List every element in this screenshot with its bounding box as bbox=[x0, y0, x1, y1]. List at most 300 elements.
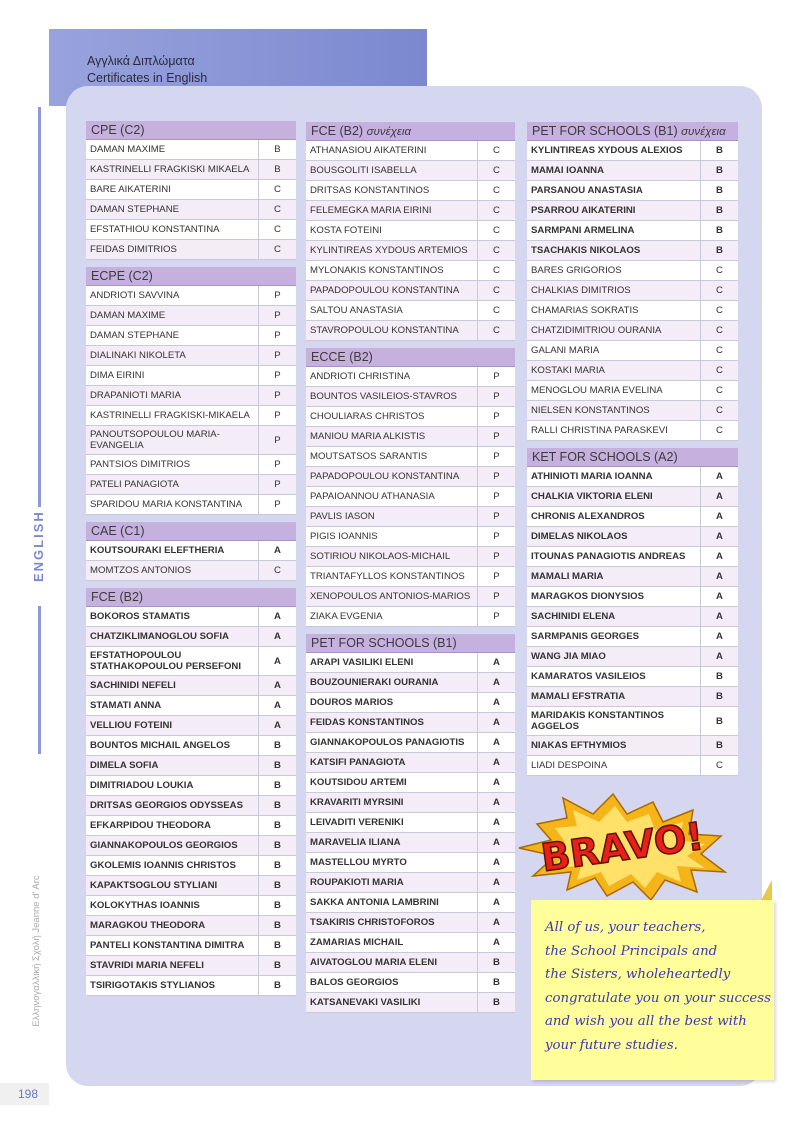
student-name: GKOLEMIS IOANNIS CHRISTOS bbox=[90, 860, 236, 871]
certificate-section bbox=[306, 348, 515, 627]
student-row bbox=[527, 321, 738, 341]
certificate-section bbox=[86, 588, 296, 996]
student-row bbox=[527, 587, 738, 607]
student-grade: C bbox=[700, 381, 738, 400]
student-grade: B bbox=[700, 161, 738, 180]
student-grade: C bbox=[477, 201, 515, 220]
section-title bbox=[86, 121, 296, 140]
student-grade: C bbox=[477, 301, 515, 320]
note-line: All of us, your teachers, bbox=[545, 920, 706, 935]
section-title bbox=[306, 348, 515, 367]
student-row bbox=[306, 893, 515, 913]
student-grade: P bbox=[258, 406, 296, 425]
student-name: KATSIFI PANAGIOTA bbox=[310, 757, 406, 768]
student-row bbox=[86, 836, 296, 856]
student-name: STAVRIDI MARIA NEFELI bbox=[90, 960, 204, 971]
student-row bbox=[86, 736, 296, 756]
student-name: SAKKA ANTONIA LAMBRINI bbox=[310, 897, 439, 908]
school-name-vertical: Ελληνογαλλική Σχολή Jeanne d' Arc bbox=[31, 875, 42, 1027]
student-name: CHOULIARAS CHRISTOS bbox=[310, 411, 425, 422]
student-row bbox=[306, 673, 515, 693]
student-row bbox=[306, 547, 515, 567]
student-grade: A bbox=[258, 627, 296, 646]
student-name: KAMARATOS VASILEIOS bbox=[531, 671, 646, 682]
header-title-english: Certificates in English bbox=[87, 71, 208, 85]
student-grade: C bbox=[258, 561, 296, 580]
student-grade: C bbox=[477, 181, 515, 200]
student-name: CHATZIKLIMANOGLOU SOFIA bbox=[90, 631, 229, 642]
bravo-burst-graphic bbox=[515, 792, 730, 902]
student-name: LEIVADITI VERENIKI bbox=[310, 817, 404, 828]
student-grade: B bbox=[700, 241, 738, 260]
student-name: EFKARPIDOU THEODORA bbox=[90, 820, 211, 831]
student-name: PIGIS IOANNIS bbox=[310, 531, 378, 542]
student-name: ZIAKA EVGENIA bbox=[310, 611, 383, 622]
student-row bbox=[306, 567, 515, 587]
student-name: DIMELA SOFIA bbox=[90, 760, 159, 771]
student-name: ATHINIOTI MARIA IOANNA bbox=[531, 471, 653, 482]
student-grade: B bbox=[700, 201, 738, 220]
student-name: FELEMEGKA MARIA EIRINI bbox=[310, 205, 432, 216]
student-row bbox=[86, 180, 296, 200]
student-row bbox=[306, 367, 515, 387]
student-grade: C bbox=[700, 756, 738, 775]
student-row bbox=[527, 736, 738, 756]
student-name: VELLIOU FOTEINI bbox=[90, 720, 173, 731]
student-name: MAMALI EFSTRATIA bbox=[531, 691, 626, 702]
student-name: PAPAIOANNOU ATHANASIA bbox=[310, 491, 435, 502]
student-name: DIALINAKI NIKOLETA bbox=[90, 350, 186, 361]
student-name: DAMAN MAXIME bbox=[90, 310, 166, 321]
student-name: SOTIRIOU NIKOLAOS-MICHAIL bbox=[310, 551, 451, 562]
student-name: KASTRINELLI FRAGKISKI-MIKAELA bbox=[90, 410, 250, 421]
student-row bbox=[527, 161, 738, 181]
student-row bbox=[527, 667, 738, 687]
student-grade: A bbox=[477, 853, 515, 872]
student-name: KYLINTIREAS XYDOUS ARTEMIOS bbox=[310, 245, 468, 256]
student-grade: B bbox=[700, 707, 738, 735]
student-row bbox=[527, 647, 738, 667]
student-row bbox=[86, 366, 296, 386]
student-row bbox=[306, 467, 515, 487]
section-title bbox=[527, 448, 738, 467]
note-line: the Sisters, wholeheartedly bbox=[545, 967, 731, 983]
section-title-text: CAE (C1) bbox=[91, 524, 145, 538]
student-row bbox=[306, 913, 515, 933]
student-grade: B bbox=[700, 736, 738, 755]
student-grade: A bbox=[700, 527, 738, 546]
student-grade: B bbox=[700, 221, 738, 240]
student-name: FEIDAS KONSTANTINOS bbox=[310, 717, 424, 728]
student-name: BOKOROS STAMATIS bbox=[90, 611, 190, 622]
student-name: MYLONAKIS KONSTANTINOS bbox=[310, 265, 444, 276]
student-row bbox=[306, 833, 515, 853]
student-grade: A bbox=[477, 813, 515, 832]
student-grade: C bbox=[700, 361, 738, 380]
student-row bbox=[306, 693, 515, 713]
student-row bbox=[527, 261, 738, 281]
section-title-text: PET FOR SCHOOLS (B1) bbox=[311, 636, 457, 650]
student-row bbox=[527, 487, 738, 507]
student-row bbox=[527, 507, 738, 527]
student-row bbox=[86, 976, 296, 996]
student-row bbox=[86, 286, 296, 306]
student-list bbox=[86, 541, 296, 581]
section-title-text: ECCE (B2) bbox=[311, 350, 373, 364]
student-row bbox=[527, 756, 738, 776]
column-1 bbox=[86, 121, 296, 1003]
student-row bbox=[306, 813, 515, 833]
student-grade: P bbox=[258, 366, 296, 385]
student-name: DOUROS MARIOS bbox=[310, 697, 394, 708]
student-grade: A bbox=[477, 733, 515, 752]
student-name: PAVLIS IASON bbox=[310, 511, 375, 522]
student-list bbox=[306, 653, 515, 1013]
student-name: AIVATOGLOU MARIA ELENI bbox=[310, 957, 438, 968]
student-grade: A bbox=[258, 541, 296, 560]
student-grade: A bbox=[477, 933, 515, 952]
student-row bbox=[527, 181, 738, 201]
student-grade: P bbox=[258, 455, 296, 474]
student-row bbox=[86, 495, 296, 515]
student-name: BARES GRIGORIOS bbox=[531, 265, 622, 276]
student-name: KASTRINELLI FRAGKISKI MIKAELA bbox=[90, 164, 250, 175]
student-grade: A bbox=[477, 693, 515, 712]
student-grade: B bbox=[258, 756, 296, 775]
student-grade: C bbox=[258, 240, 296, 259]
student-row bbox=[86, 916, 296, 936]
student-grade: P bbox=[258, 346, 296, 365]
header-title-greek: Αγγλικά Διπλώματα bbox=[87, 54, 195, 68]
student-grade: P bbox=[477, 507, 515, 526]
student-name: CHALKIA VIKTORIA ELENI bbox=[531, 491, 653, 502]
student-row bbox=[527, 627, 738, 647]
student-row bbox=[527, 527, 738, 547]
sidebar-divider-top bbox=[38, 107, 41, 507]
student-name: MOUTSATSOS SARANTIS bbox=[310, 451, 428, 462]
student-name: DIMELAS NIKOLAOS bbox=[531, 531, 628, 542]
student-name: ITOUNAS PANAGIOTIS ANDREAS bbox=[531, 551, 686, 562]
student-grade: C bbox=[477, 221, 515, 240]
section-title-text: FCE (B2) bbox=[311, 124, 364, 138]
student-row bbox=[306, 427, 515, 447]
student-grade: P bbox=[258, 306, 296, 325]
student-row bbox=[306, 221, 515, 241]
student-grade: C bbox=[700, 301, 738, 320]
student-name: PAPADOPOULOU KONSTANTINA bbox=[310, 471, 460, 482]
student-row bbox=[306, 321, 515, 341]
student-name: BARE AIKATERINI bbox=[90, 184, 171, 195]
student-row bbox=[306, 181, 515, 201]
student-grade: A bbox=[258, 647, 296, 675]
student-row bbox=[306, 853, 515, 873]
student-name: MANIOU MARIA ALKISTIS bbox=[310, 431, 426, 442]
student-grade: P bbox=[477, 607, 515, 626]
certificate-section bbox=[306, 122, 515, 341]
student-name: MAMAI IOANNA bbox=[531, 165, 605, 176]
student-name: PATELI PANAGIOTA bbox=[90, 479, 179, 490]
student-grade: A bbox=[700, 567, 738, 586]
student-row bbox=[306, 201, 515, 221]
student-list bbox=[306, 367, 515, 627]
student-grade: B bbox=[258, 916, 296, 935]
student-grade: A bbox=[700, 547, 738, 566]
student-name: CHAMARIAS SOKRATIS bbox=[531, 305, 639, 316]
student-row bbox=[86, 756, 296, 776]
section-title bbox=[306, 122, 515, 141]
student-row bbox=[527, 687, 738, 707]
student-grade: P bbox=[258, 495, 296, 514]
student-name: ARAPI VASILIKI ELENI bbox=[310, 657, 414, 668]
student-grade: C bbox=[700, 321, 738, 340]
certificate-section bbox=[527, 448, 738, 776]
student-row bbox=[86, 876, 296, 896]
student-name: KOUTSOURAKI ELEFTHERIA bbox=[90, 545, 225, 556]
student-grade: A bbox=[258, 676, 296, 695]
student-name: TSAKIRIS CHRISTOFOROS bbox=[310, 917, 435, 928]
student-name: LIADI DESPOINA bbox=[531, 760, 608, 771]
student-grade: P bbox=[477, 467, 515, 486]
student-grade: B bbox=[700, 687, 738, 706]
column-3 bbox=[527, 122, 738, 783]
student-grade: A bbox=[477, 833, 515, 852]
student-row bbox=[306, 607, 515, 627]
student-row bbox=[306, 973, 515, 993]
section-title bbox=[86, 522, 296, 541]
student-name: FEIDAS DIMITRIOS bbox=[90, 244, 177, 255]
student-row bbox=[306, 587, 515, 607]
student-row bbox=[306, 953, 515, 973]
student-name: GALANI MARIA bbox=[531, 345, 600, 356]
student-row bbox=[527, 221, 738, 241]
section-title bbox=[86, 267, 296, 286]
student-grade: P bbox=[477, 547, 515, 566]
student-grade: C bbox=[477, 141, 515, 160]
student-row bbox=[86, 647, 296, 676]
student-row bbox=[527, 707, 738, 736]
student-name: BOUNTOS VASILEIOS-STAVROS bbox=[310, 391, 457, 402]
student-row bbox=[527, 401, 738, 421]
certificate-section bbox=[86, 121, 296, 260]
student-name: MARIDAKIS KONSTANTINOS AGGELOS bbox=[531, 710, 665, 732]
student-row bbox=[86, 220, 296, 240]
student-name: ROUPAKIOTI MARIA bbox=[310, 877, 404, 888]
student-list bbox=[86, 286, 296, 515]
student-grade: C bbox=[477, 161, 515, 180]
student-row bbox=[86, 386, 296, 406]
certificate-section bbox=[306, 634, 515, 1013]
student-grade: A bbox=[700, 647, 738, 666]
student-row bbox=[86, 200, 296, 220]
student-name: MARAGKOS DIONYSIOS bbox=[531, 591, 645, 602]
student-grade: C bbox=[700, 341, 738, 360]
student-grade: P bbox=[477, 527, 515, 546]
student-grade: P bbox=[477, 487, 515, 506]
student-grade: P bbox=[258, 475, 296, 494]
column-2 bbox=[306, 122, 515, 1020]
student-grade: P bbox=[477, 387, 515, 406]
student-name: PANTSIOS DIMITRIOS bbox=[90, 459, 191, 470]
student-row bbox=[306, 141, 515, 161]
student-row bbox=[306, 241, 515, 261]
student-name: TSACHAKIS NIKOLAOS bbox=[531, 245, 641, 256]
student-grade: A bbox=[477, 713, 515, 732]
student-grade: B bbox=[258, 856, 296, 875]
student-grade: B bbox=[258, 876, 296, 895]
student-grade: P bbox=[258, 426, 296, 454]
student-name: PSARROU AIKATERINI bbox=[531, 205, 636, 216]
student-grade: C bbox=[258, 220, 296, 239]
student-name: TSIRIGOTAKIS STYLIANOS bbox=[90, 980, 216, 991]
student-grade: A bbox=[700, 487, 738, 506]
sidebar-section-label: ENGLISH bbox=[31, 510, 46, 582]
student-name: STAMATI ANNA bbox=[90, 700, 162, 711]
student-row bbox=[86, 306, 296, 326]
student-name: KOLOKYTHAS IOANNIS bbox=[90, 900, 200, 911]
student-row bbox=[306, 407, 515, 427]
student-row bbox=[527, 241, 738, 261]
student-name: SARMPANI ARMELINA bbox=[531, 225, 635, 236]
student-row bbox=[306, 873, 515, 893]
student-grade: B bbox=[700, 141, 738, 160]
section-title-text: FCE (B2) bbox=[91, 590, 144, 604]
student-grade: P bbox=[477, 427, 515, 446]
student-row bbox=[86, 936, 296, 956]
student-grade: A bbox=[477, 673, 515, 692]
student-row bbox=[527, 361, 738, 381]
student-row bbox=[86, 896, 296, 916]
section-title bbox=[527, 122, 738, 141]
student-name: GIANNAKOPOULOS PANAGIOTIS bbox=[310, 737, 465, 748]
student-grade: P bbox=[477, 367, 515, 386]
section-continued-label: συνέχεια bbox=[681, 126, 726, 138]
student-grade: C bbox=[700, 281, 738, 300]
student-grade: A bbox=[477, 913, 515, 932]
student-name: BOUSGOLITI ISABELLA bbox=[310, 165, 417, 176]
student-row bbox=[527, 141, 738, 161]
student-name: STAVROPOULOU KONSTANTINA bbox=[310, 325, 459, 336]
student-row bbox=[86, 240, 296, 260]
student-name: EFSTATHOPOULOU STATHAKOPOULOU PERSEFONI bbox=[90, 650, 242, 672]
student-name: MARAVELIA ILIANA bbox=[310, 837, 401, 848]
student-grade: P bbox=[477, 407, 515, 426]
student-name: TRIANTAFYLLOS KONSTANTINOS bbox=[310, 571, 465, 582]
student-row bbox=[306, 733, 515, 753]
student-grade: A bbox=[700, 627, 738, 646]
student-grade: A bbox=[700, 587, 738, 606]
student-grade: A bbox=[477, 753, 515, 772]
student-name: DAMAN MAXIME bbox=[90, 144, 166, 155]
student-grade: B bbox=[258, 796, 296, 815]
student-row bbox=[86, 796, 296, 816]
student-name: MASTELLOU MYRTO bbox=[310, 857, 407, 868]
note-line: and wish you all the best with bbox=[545, 1014, 747, 1030]
student-name: KOUTSIDOU ARTEMI bbox=[310, 777, 407, 788]
student-name: BOUZOUNIERAKI OURANIA bbox=[310, 677, 439, 688]
student-row bbox=[527, 421, 738, 441]
student-name: DRITSAS KONSTANTINOS bbox=[310, 185, 430, 196]
student-grade: B bbox=[477, 993, 515, 1012]
student-grade: A bbox=[477, 653, 515, 672]
student-grade: A bbox=[477, 793, 515, 812]
student-row bbox=[527, 281, 738, 301]
student-list bbox=[306, 141, 515, 341]
student-grade: C bbox=[477, 321, 515, 340]
student-row bbox=[86, 627, 296, 647]
student-grade: C bbox=[700, 401, 738, 420]
student-row bbox=[527, 467, 738, 487]
student-grade: B bbox=[700, 181, 738, 200]
student-name: SALTOU ANASTASIA bbox=[310, 305, 403, 316]
student-list bbox=[86, 607, 296, 996]
student-row bbox=[86, 475, 296, 495]
student-row bbox=[86, 455, 296, 475]
student-grade: A bbox=[258, 696, 296, 715]
student-grade: B bbox=[258, 836, 296, 855]
student-row bbox=[86, 346, 296, 366]
student-name: CHATZIDIMITRIOU OURANIA bbox=[531, 325, 662, 336]
student-name: EFSTATHIOU KONSTANTINA bbox=[90, 224, 220, 235]
student-grade: P bbox=[477, 587, 515, 606]
student-name: SARMPANIS GEORGES bbox=[531, 631, 640, 642]
student-grade: A bbox=[700, 507, 738, 526]
student-name: DRITSAS GEORGIOS ODYSSEAS bbox=[90, 800, 243, 811]
student-row bbox=[86, 326, 296, 346]
student-row bbox=[86, 426, 296, 455]
student-grade: B bbox=[258, 776, 296, 795]
student-name: NIELSEN KONSTANTINOS bbox=[531, 405, 650, 416]
student-name: KOSTA FOTEINI bbox=[310, 225, 382, 236]
student-name: ATHANASIOU AIKATERINI bbox=[310, 145, 427, 156]
student-name: CHRONIS ALEXANDROS bbox=[531, 511, 645, 522]
student-row bbox=[86, 696, 296, 716]
student-list bbox=[86, 140, 296, 260]
student-grade: A bbox=[477, 873, 515, 892]
note-line: congratulate you on your success bbox=[545, 990, 771, 1006]
student-row bbox=[306, 713, 515, 733]
section-title-text: CPE (C2) bbox=[91, 123, 145, 137]
student-row bbox=[86, 561, 296, 581]
student-name: KYLINTIREAS XYDOUS ALEXIOS bbox=[531, 145, 683, 156]
student-grade: B bbox=[258, 816, 296, 835]
student-grade: C bbox=[477, 261, 515, 280]
student-name: DAMAN STEPHANE bbox=[90, 330, 180, 341]
congratulations-note bbox=[531, 900, 774, 1080]
student-list bbox=[527, 141, 738, 441]
student-row bbox=[527, 547, 738, 567]
student-name: KATSANEVAKI VASILIKI bbox=[310, 997, 421, 1008]
student-name: MOMTZOS ANTONIOS bbox=[90, 565, 192, 576]
student-name: GIANNAKOPOULOS GEORGIOS bbox=[90, 840, 238, 851]
student-grade: P bbox=[258, 386, 296, 405]
student-name: RALLI CHRISTINA PARASKEVI bbox=[531, 425, 668, 436]
student-grade: C bbox=[258, 180, 296, 199]
student-grade: A bbox=[700, 607, 738, 626]
student-row bbox=[86, 160, 296, 180]
student-name: NIAKAS EFTHYMIOS bbox=[531, 740, 627, 751]
student-name: MARAGKOU THEODORA bbox=[90, 920, 206, 931]
bravo-text: BRAVO! bbox=[538, 813, 707, 881]
section-title bbox=[86, 588, 296, 607]
student-row bbox=[86, 676, 296, 696]
note-line: your future studies. bbox=[545, 1037, 678, 1053]
student-name: DAMAN STEPHANE bbox=[90, 204, 180, 215]
certificate-section bbox=[86, 522, 296, 581]
student-name: WANG JIA MIAO bbox=[531, 651, 606, 662]
student-row bbox=[86, 856, 296, 876]
student-grade: B bbox=[258, 896, 296, 915]
page-number: 198 bbox=[0, 1083, 49, 1105]
